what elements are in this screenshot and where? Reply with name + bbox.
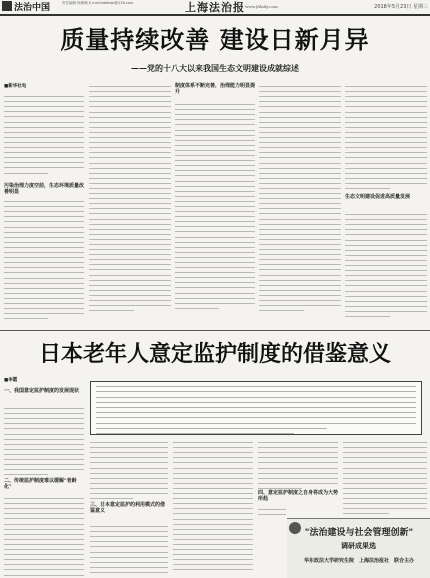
article1-column-2 — [89, 82, 171, 325]
article2-column-3 — [173, 438, 253, 577]
article2-subhead-3: 三、日本意定监护的利用模式的借鉴意义 — [90, 502, 166, 514]
section-divider — [0, 330, 430, 331]
banner-title: "法治建设与社会管理创新" — [304, 528, 414, 538]
research-banner — [287, 518, 430, 578]
article2-column-1b — [4, 494, 84, 577]
article2-author: ■李霞 — [4, 378, 18, 383]
article1-column-3 — [175, 100, 255, 325]
article2-edge — [424, 381, 428, 382]
article2-column-1 — [4, 404, 84, 476]
article1-column-1b — [4, 197, 84, 325]
article2-subhead-2: 二、传统监护制度难以缓解"老龄化" — [4, 478, 77, 490]
article1-column-1 — [4, 92, 84, 182]
article1-subhead-2: 制度体系不断完善，治理能力明显提升 — [175, 83, 256, 95]
article2-column-5 — [343, 438, 427, 518]
article2-column-4b — [258, 505, 286, 518]
banner-organizers: 华东政法大学研究生院 上海法治报社 联合主办 — [303, 558, 414, 564]
article1-author: ■新华社电 — [4, 84, 27, 89]
newspaper-brand: 上海法治报 — [185, 1, 245, 14]
article2-headline: 日本老年人意定监护制度的借鉴意义 — [38, 342, 391, 367]
article2-column-2 — [90, 438, 168, 501]
section-title: 法治中国 — [14, 3, 51, 13]
article1-column-4 — [259, 82, 341, 325]
section-logo-icon — [2, 1, 12, 11]
banner-subtitle: 调研成果选 — [341, 541, 376, 550]
article1-subtitle: ——党的十八大以来我国生态文明建设成就综述 — [131, 63, 299, 73]
page-header — [0, 0, 430, 16]
article1-column-5b — [345, 210, 427, 325]
article1-subhead-1: 污染治理力度空前，生态环境质量改善明显 — [4, 183, 85, 195]
article2-subhead-1: 一、我国意定监护制度的发展现状 — [4, 388, 80, 394]
issue-date: 2018年5月23日 星期三 — [374, 4, 428, 10]
article1-headline: 质量持续改善 建设日新月异 — [60, 26, 370, 54]
article2-summary-box — [90, 381, 422, 435]
article2-column-2b — [90, 522, 168, 577]
article2-subhead-4: 四、意定监护制度之自身将成为大势所趋 — [258, 490, 339, 502]
newspaper-url: www.jfdaily.com — [245, 4, 278, 9]
article1-column-5 — [345, 82, 427, 194]
editor-line: 责任编辑 杨维翰 E-mail:fzbbbsb@126.com — [62, 1, 134, 5]
article1-subhead-3: 生态文明建设促进高质量发展 — [345, 194, 411, 200]
article2-column-4 — [258, 438, 338, 490]
